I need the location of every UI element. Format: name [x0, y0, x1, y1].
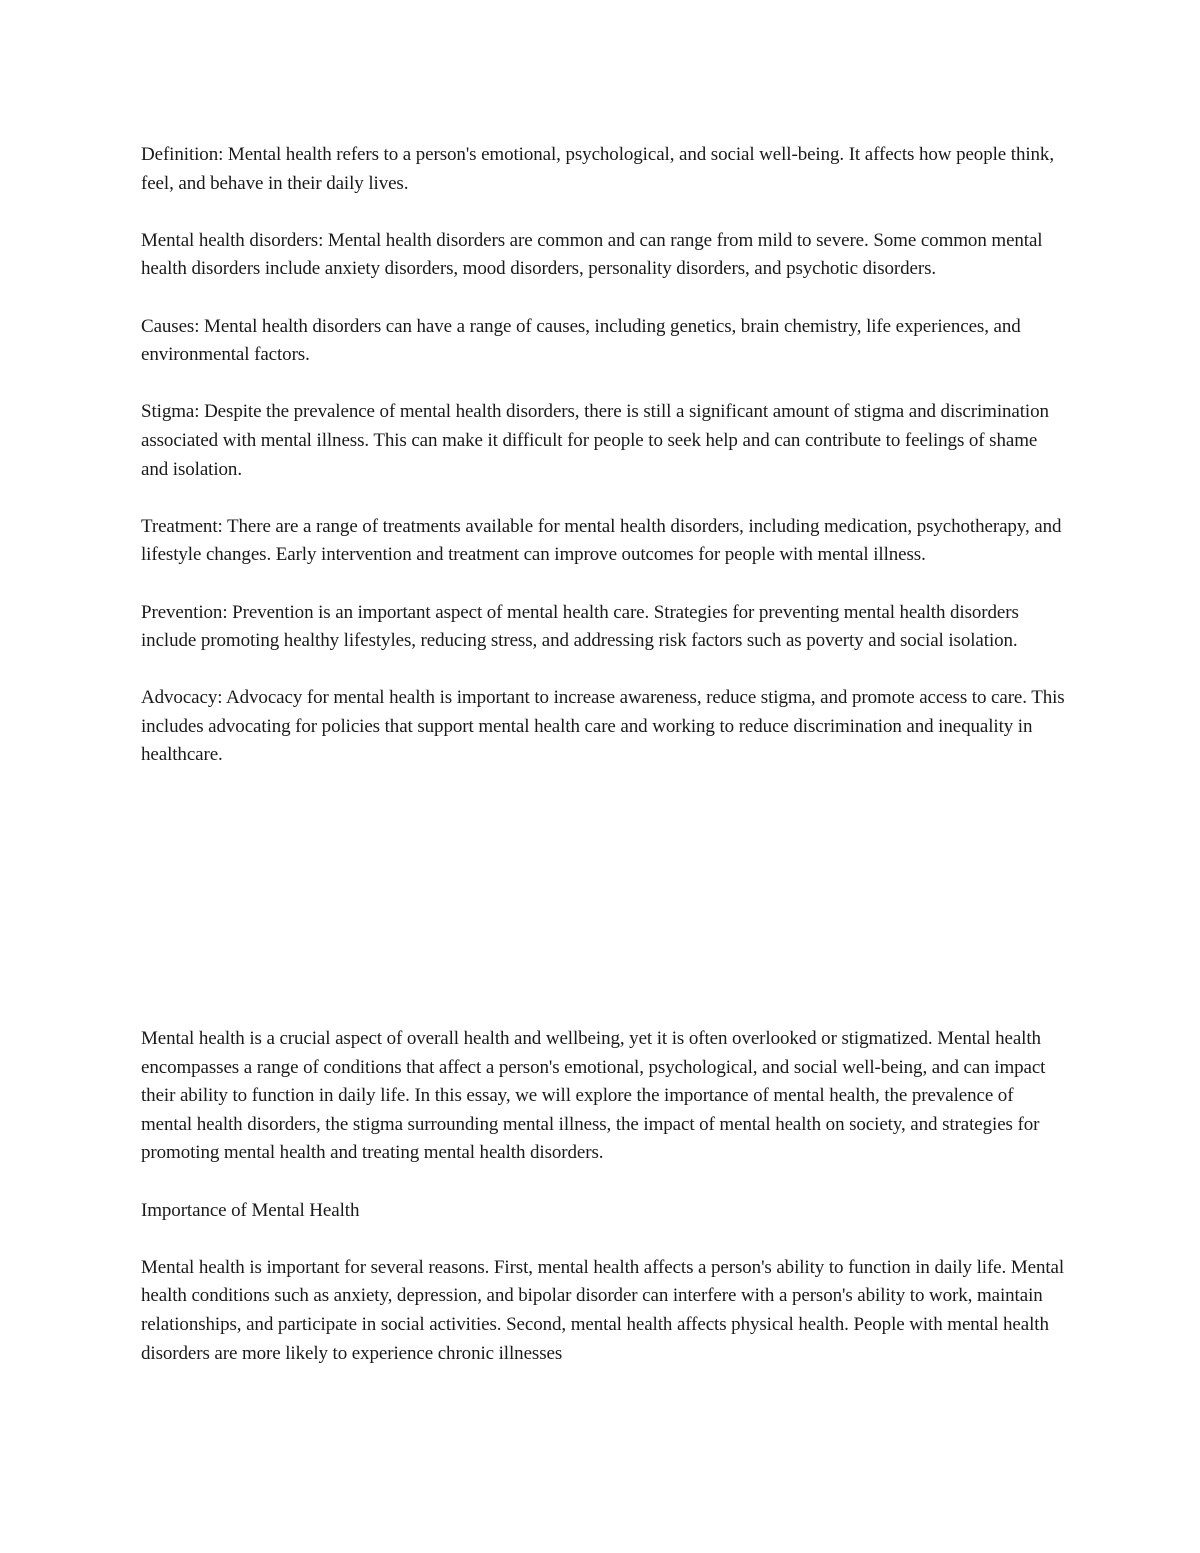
- paragraph-advocacy: Advocacy: Advocacy for mental health is important to increase awareness, reduce stigma, and promote access to care. This includes advocating for policies that support mental health care and working to reduce discrimination and inequality in healthcare.: [141, 687, 1065, 766]
- paragraph-stigma: Stigma: Despite the prevalence of mental health disorders, there is still a significant amount of stigma and discrimination associated with mental illness. This can make it difficult for people to seek help and can contribute to feelings of shame and isolation.: [141, 401, 1049, 480]
- essay-section: [141, 1025, 1066, 1368]
- definitions-section: [141, 141, 1066, 770]
- section-heading: Importance of Mental Health: [141, 1199, 360, 1221]
- paragraph-importance: Mental health is important for several reasons. First, mental health affects a person's ability to function in daily life. Mental health conditions such as anxiety, depression, and bipolar disorder can interfere with a person's ability to work, maintain relationships, and participate in social activities. Second, mental health affects physical health. People with mental health disorders are more likely to experience chronic illnesses: [141, 1256, 1065, 1364]
- paragraph-treatment: Treatment: There are a range of treatments available for mental health disorders, including medication, psychotherapy, and lifestyle changes. Early intervention and treatment can improve outcomes for people with mental illness.: [141, 515, 1062, 566]
- paragraph-prevention: Prevention: Prevention is an important aspect of mental health care. Strategies for preventing mental health disorders include promoting healthy lifestyles, reducing stress, and addressing risk factors such as poverty and social isolation.: [141, 601, 1019, 652]
- paragraph-disorders: Mental health disorders: Mental health disorders are common and can range from mild to severe. Some common mental health disorders include anxiety disorders, mood disorders, personality disorders, and psychotic disorders.: [141, 229, 1043, 280]
- paragraph-definition: Definition: Mental health refers to a person's emotional, psychological, and social well-being. It affects how people think, feel, and behave in their daily lives.: [141, 144, 1054, 194]
- paragraph-causes: Causes: Mental health disorders can have a range of causes, including genetics, brain chemistry, life experiences, and environmental factors.: [141, 315, 1021, 366]
- paragraph-intro: Mental health is a crucial aspect of overall health and wellbeing, yet it is often overlooked or stigmatized. Mental health encompasses a range of conditions that affect a person's emotional, psychological, and social well-being, and can impact their ability to function in daily life. In this essay, we will explore the importance of mental health, the prevalence of mental health disorders, the stigma surrounding mental illness, the impact of mental health on society, and strategies for promoting mental health and treating mental health disorders.: [141, 1028, 1046, 1164]
